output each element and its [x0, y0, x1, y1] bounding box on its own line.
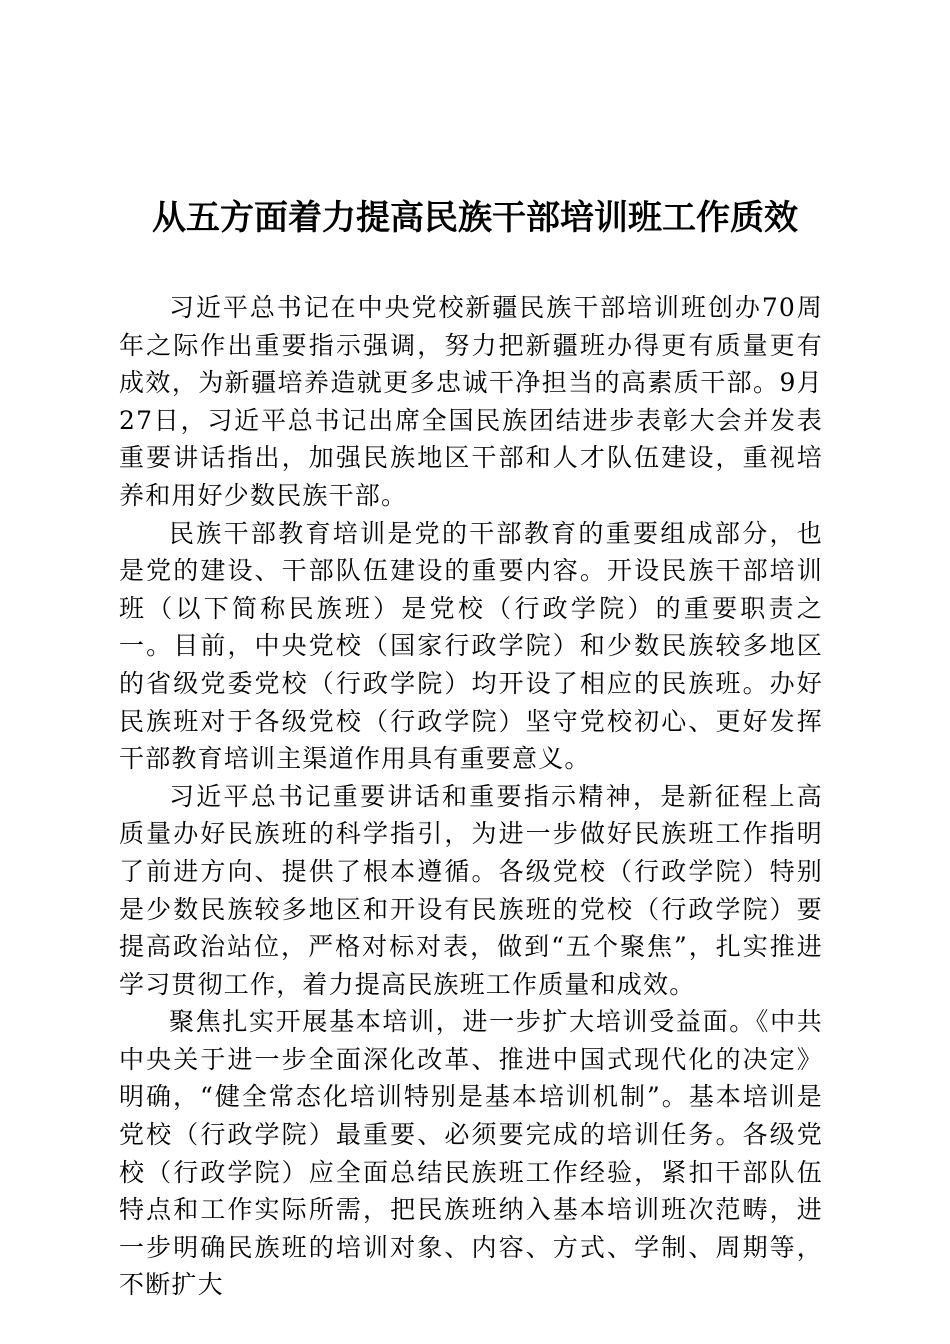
paragraph: 民族干部教育培训是党的干部教育的重要组成部分，也是党的建设、干部队伍建设的重要内容。开设民族干部培训班（以下简称民族班）是党校（行政学院）的重要职责之一。目前，中央党校（国家行政学院）和少数民族较多地区的省级党委党校（行政学院）均开设了相应的民族班。办好民族班对于各级党校（行政学院）坚守党校初心、更好发挥干部教育培训主渠道作用具有重要意义。 [119, 518, 823, 774]
paragraph: 习近平总书记在中央党校新疆民族干部培训班创办70周年之际作出重要指示强调，努力把新疆班办得更有质量更有成效，为新疆培养造就更多忠诚干净担当的高素质干部。9月27日，习近平总书记出席全国民族团结进步表彰大会并发表重要讲话指出，加强民族地区干部和人才队伍建设，重视培养和用好少数民族干部。 [119, 293, 823, 510]
paragraph: 聚焦扎实开展基本培训，进一步扩大培训受益面。《中共中央关于进一步全面深化改革、推进中国式现代化的决定》明确，“健全常态化培训特别是基本培训机制”。基本培训是党校（行政学院）最重要、必须要完成的培训任务。各级党校（行政学院）应全面总结民族班工作经验，紧扣干部队伍特点和工作实际所需，把民族班纳入基本培训班次范畴，进一步明确民族班的培训对象、内容、方式、学制、周期等，不断扩大 [119, 1007, 823, 1300]
document-title: 从五方面着力提高民族干部培训班工作质效 [152, 198, 798, 238]
document-body [119, 289, 823, 1304]
paragraph: 习近平总书记重要讲话和重要指示精神，是新征程上高质量办好民族班的科学指引，为进一步做好民族班工作指明了前进方向、提供了根本遵循。各级党校（行政学院）特别是少数民族较多地区和开设有民族班的党校（行政学院）要提高政治站位，严格对标对表，做到“五个聚焦”，扎实推进学习贯彻工作，着力提高民族班工作质量和成效。 [119, 781, 823, 999]
